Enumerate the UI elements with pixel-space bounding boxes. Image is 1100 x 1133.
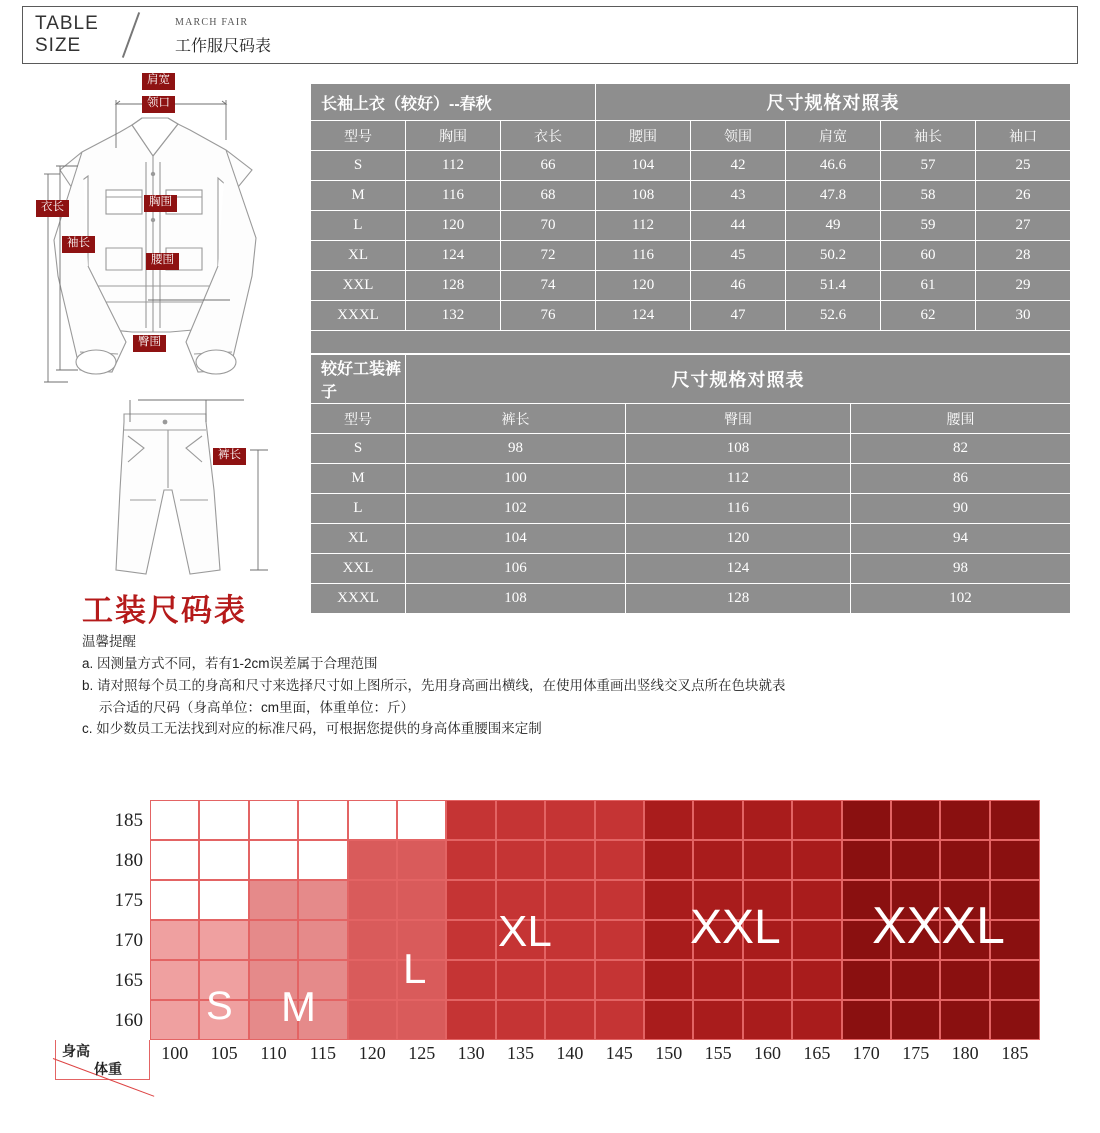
header-title-line1: TABLE — [35, 13, 99, 34]
cell-value: 86 — [851, 464, 1071, 494]
cell-model: XXL — [311, 554, 406, 584]
pants-table-band — [311, 355, 1071, 404]
x-tick-145: 145 — [605, 1043, 633, 1063]
jacket-table-band — [311, 84, 1071, 121]
cell-value: 29 — [976, 271, 1071, 301]
chart-y-axis — [55, 800, 150, 1040]
header-brand-block — [175, 17, 271, 56]
cell-value: 70 — [501, 211, 596, 241]
cell-value: 116 — [596, 241, 691, 271]
cell-value: 42 — [691, 151, 786, 181]
cell-value: 128 — [406, 271, 501, 301]
cell-model: XL — [311, 241, 406, 271]
size-label-S: S — [206, 984, 233, 1028]
x-tick-105: 105 — [210, 1043, 238, 1063]
th-waist: 腰围 — [596, 121, 691, 151]
header-divider-slash — [122, 12, 140, 58]
note-line-b-cont: 示合适的尺码（身高单位：cm里面，体重单位：斤） — [99, 699, 414, 715]
cell-value: 104 — [406, 524, 626, 554]
cell-model: L — [311, 211, 406, 241]
cell-model: XXL — [311, 271, 406, 301]
cell-model: S — [311, 434, 406, 464]
cell-value: 120 — [406, 211, 501, 241]
th-waist: 腰围 — [851, 404, 1071, 434]
chart-plot-area — [150, 800, 1040, 1040]
table-spacer-row — [311, 331, 1071, 354]
cell-value: 28 — [976, 241, 1071, 271]
cell-model: M — [311, 464, 406, 494]
cell-value: 98 — [406, 434, 626, 464]
cell-model: L — [311, 494, 406, 524]
x-tick-150: 150 — [655, 1043, 683, 1063]
garment-drawing — [20, 70, 305, 580]
jacket-size-table — [310, 83, 1071, 354]
cell-value: 27 — [976, 211, 1071, 241]
cell-value: 45 — [691, 241, 786, 271]
header-banner — [22, 6, 1078, 64]
th-chest: 胸围 — [406, 121, 501, 151]
table-row — [311, 524, 1071, 554]
cell-value: 120 — [596, 271, 691, 301]
cell-model: S — [311, 151, 406, 181]
cell-value: 120 — [626, 524, 851, 554]
pants-size-table — [310, 354, 1071, 614]
table-row — [311, 494, 1071, 524]
size-label-L: L — [403, 945, 427, 992]
th-sleeve: 袖长 — [881, 121, 976, 151]
th-model: 型号 — [311, 121, 406, 151]
cell-value: 57 — [881, 151, 976, 181]
table-row — [311, 301, 1071, 331]
table-row — [311, 584, 1071, 614]
header-title-line2: SIZE — [35, 34, 82, 56]
x-tick-110: 110 — [260, 1043, 287, 1063]
cell-value: 26 — [976, 181, 1071, 211]
cell-value: 116 — [406, 181, 501, 211]
spacer-cell — [311, 331, 1071, 354]
header-subtitle: 工作服尺码表 — [175, 38, 272, 55]
chart-x-axis — [150, 1043, 1040, 1073]
cell-value: 124 — [406, 241, 501, 271]
cell-value: 100 — [406, 464, 626, 494]
notes-title: 温馨提醒 — [82, 634, 136, 649]
cell-value: 128 — [626, 584, 851, 614]
x-tick-120: 120 — [358, 1043, 386, 1063]
cell-value: 116 — [626, 494, 851, 524]
cell-value: 25 — [976, 151, 1071, 181]
x-tick-175: 175 — [902, 1043, 930, 1063]
cell-value: 46.6 — [786, 151, 881, 181]
table-row — [311, 151, 1071, 181]
table-header-row — [311, 404, 1071, 434]
note-line-b: b. 请对照每个员工的身高和尺寸来选择尺寸如上图所示，先用身高画出横线，在使用体重画出竖线交叉点所在色块就表 — [82, 677, 786, 693]
table-row — [311, 271, 1071, 301]
cell-value: 47 — [691, 301, 786, 331]
x-tick-125: 125 — [408, 1043, 436, 1063]
cell-value: 68 — [501, 181, 596, 211]
cell-value: 49 — [786, 211, 881, 241]
x-tick-155: 155 — [704, 1043, 732, 1063]
cell-value: 44 — [691, 211, 786, 241]
axis-label-height: 身高 — [62, 1043, 90, 1059]
cell-value: 102 — [406, 494, 626, 524]
cell-value: 52.6 — [786, 301, 881, 331]
cell-value: 51.4 — [786, 271, 881, 301]
table-row — [311, 464, 1071, 494]
label-hip: 臀围 — [133, 335, 166, 352]
page-title: 工装尺码表 — [82, 593, 247, 628]
garment-illustration — [20, 70, 305, 580]
x-tick-135: 135 — [506, 1043, 534, 1063]
pants-table-title: 较好工装裤子 — [311, 355, 406, 404]
cell-value: 112 — [596, 211, 691, 241]
th-coat-length: 衣长 — [501, 121, 596, 151]
cell-value: 62 — [881, 301, 976, 331]
y-tick-180: 180 — [114, 850, 143, 871]
cell-value: 60 — [881, 241, 976, 271]
chart-axis-corner — [55, 1040, 150, 1080]
y-tick-175: 175 — [114, 890, 143, 911]
cell-model: XL — [311, 524, 406, 554]
cell-value: 66 — [501, 151, 596, 181]
size-label-XXL: XXL — [690, 901, 781, 954]
cell-value: 47.8 — [786, 181, 881, 211]
cell-value: 90 — [851, 494, 1071, 524]
size-heatmap-chart — [55, 800, 1040, 1077]
label-waist: 腰围 — [146, 253, 179, 270]
x-tick-180: 180 — [951, 1043, 979, 1063]
x-tick-170: 170 — [852, 1043, 880, 1063]
cell-value: 98 — [851, 554, 1071, 584]
size-tables — [310, 83, 1070, 614]
header-title-block — [35, 13, 99, 57]
cell-value: 108 — [626, 434, 851, 464]
x-tick-165: 165 — [803, 1043, 831, 1063]
x-tick-130: 130 — [457, 1043, 485, 1063]
table-row — [311, 241, 1071, 271]
cell-value: 76 — [501, 301, 596, 331]
brand-name: MARCH FAIR — [175, 17, 249, 28]
x-tick-115: 115 — [309, 1043, 337, 1063]
jacket-table-title: 长袖上衣（较好）--春秋 — [311, 84, 596, 121]
label-sleeve-length: 袖长 — [62, 236, 95, 253]
cell-value: 124 — [596, 301, 691, 331]
cell-model: XXXL — [311, 584, 406, 614]
label-shoulder-width: 肩宽 — [142, 73, 175, 90]
y-tick-165: 165 — [114, 970, 143, 991]
size-label-M: M — [281, 983, 316, 1030]
y-tick-160: 160 — [114, 1010, 143, 1031]
table-row — [311, 434, 1071, 464]
label-pants-length: 裤长 — [213, 448, 246, 465]
cell-value: 50.2 — [786, 241, 881, 271]
cell-value: 72 — [501, 241, 596, 271]
th-shoulder: 肩宽 — [786, 121, 881, 151]
table-row — [311, 211, 1071, 241]
cell-value: 30 — [976, 301, 1071, 331]
cell-value: 74 — [501, 271, 596, 301]
cell-value: 124 — [626, 554, 851, 584]
note-line-c: c. 如少数员工无法找到对应的标准尺码，可根据您提供的身高体重腰围来定制 — [82, 721, 542, 737]
cell-value: 94 — [851, 524, 1071, 554]
cell-value: 108 — [596, 181, 691, 211]
cell-value: 106 — [406, 554, 626, 584]
x-tick-100: 100 — [161, 1043, 189, 1063]
label-coat-length: 衣长 — [36, 200, 69, 217]
cell-value: 104 — [596, 151, 691, 181]
th-pants-length: 裤长 — [406, 404, 626, 434]
cell-model: XXXL — [311, 301, 406, 331]
size-label-XXXL: XXXL — [872, 897, 1005, 955]
table-header-row — [311, 121, 1071, 151]
label-chest: 胸围 — [144, 195, 177, 212]
cell-value: 82 — [851, 434, 1071, 464]
size-label-XL: XL — [498, 907, 552, 956]
y-tick-185: 185 — [114, 810, 143, 831]
label-collar: 领口 — [142, 96, 175, 113]
cell-value: 108 — [406, 584, 626, 614]
th-collar: 领围 — [691, 121, 786, 151]
notes-block — [82, 631, 982, 740]
cell-value: 112 — [626, 464, 851, 494]
table-row — [311, 181, 1071, 211]
cell-value: 59 — [881, 211, 976, 241]
note-line-a: a. 因测量方式不同，若有1-2cm误差属于合理范围 — [82, 655, 378, 671]
cell-model: M — [311, 181, 406, 211]
cell-value: 61 — [881, 271, 976, 301]
th-cuff: 袖口 — [976, 121, 1071, 151]
pants-table-subtitle: 尺寸规格对照表 — [406, 355, 1071, 404]
cell-value: 112 — [406, 151, 501, 181]
cell-value: 58 — [881, 181, 976, 211]
axis-label-weight: 体重 — [94, 1061, 122, 1077]
cell-value: 132 — [406, 301, 501, 331]
cell-value: 102 — [851, 584, 1071, 614]
x-tick-185: 185 — [1001, 1043, 1029, 1063]
th-model: 型号 — [311, 404, 406, 434]
table-row — [311, 554, 1071, 584]
x-tick-140: 140 — [556, 1043, 584, 1063]
y-tick-170: 170 — [114, 930, 143, 951]
jacket-table-subtitle: 尺寸规格对照表 — [596, 84, 1071, 121]
th-hip: 臀围 — [626, 404, 851, 434]
cell-value: 43 — [691, 181, 786, 211]
cell-value: 46 — [691, 271, 786, 301]
x-tick-160: 160 — [753, 1043, 781, 1063]
